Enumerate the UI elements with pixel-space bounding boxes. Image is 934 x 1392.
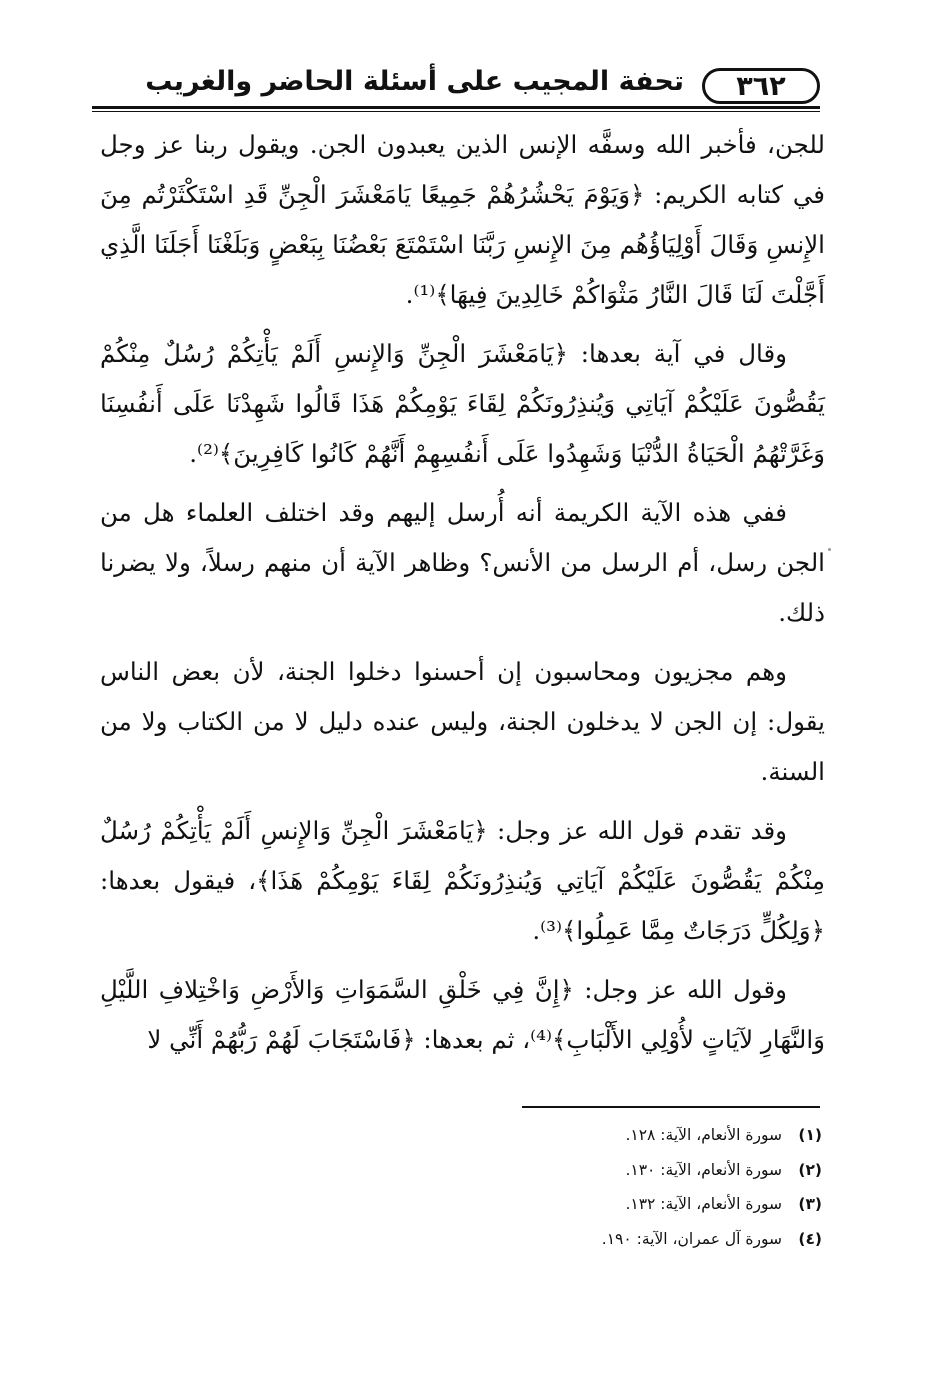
page-number: ٣٦٢ [736, 70, 786, 102]
footnote-text: سورة الأنعام، الآية: ١٣٢. [625, 1195, 782, 1213]
footnote-separator [522, 1106, 820, 1108]
footnote-text: سورة آل عمران، الآية: ١٩٠. [601, 1229, 782, 1248]
footnotes [402, 1118, 822, 1256]
paragraph: وقال في آية بعدها: ﴿يَامَعْشَرَ الْجِنِّ وَالإِنسِ أَلَمْ يَأْتِكُمْ رُسُلٌ مِنْكُمْ يَقُصُّونَ عَلَيْكُمْ آيَاتِي وَيُنذِرُونَكُمْ لِقَاءَ يَوْمِكُمْ هَذَا قَالُوا شَهِدْنَا عَلَى أَنفُسِنَا وَغَرَّتْهُمُ الْحَيَاةُ الدُّنْيَا وَشَهِدُوا عَلَى أَنفُسِهِمْ أَنَّهُمْ كَانُوا كَافِرِينَ﴾⁽²⁾. [100, 339, 825, 468]
footnote-item [402, 1153, 822, 1188]
footnote-item [402, 1222, 822, 1257]
footnote-item [402, 1118, 822, 1153]
footnote-text: سورة الأنعام، الآية: ١٢٨. [625, 1126, 782, 1144]
paragraph: وقول الله عز وجل: ﴿إِنَّ فِي خَلْقِ السَّمَوَاتِ وَالأَرْضِ وَاخْتِلافِ اللَّيْلِ وَالنَّهَارِ لآيَاتٍ لأُوْلِي الأَلْبَابِ﴾⁽⁴⁾، ثم بعدها: ﴿فَاسْتَجَابَ لَهُمْ رَبُّهُمْ أَنِّي لا [100, 975, 825, 1054]
scan-speck [828, 548, 831, 551]
footnote-number: (٣) [798, 1195, 822, 1213]
paragraph: وهم مجزيون ومحاسبون إن أحسنوا دخلوا الجنة، لأن بعض الناس يقول: إن الجن لا يدخلون الجنة، وليس عنده دليل لا من الكتاب ولا من السنة. [100, 657, 825, 786]
paragraph: وقد تقدم قول الله عز وجل: ﴿يَامَعْشَرَ الْجِنِّ وَالإِنسِ أَلَمْ يَأْتِكُمْ رُسُلٌ مِنْكُمْ يَقُصُّونَ عَلَيْكُمْ آيَاتِي وَيُنذِرُونَكُمْ لِقَاءَ يَوْمِكُمْ هَذَا﴾، فيقول بعدها: ﴿وَلِكُلٍّ دَرَجَاتٌ مِمَّا عَمِلُوا﴾⁽³⁾. [100, 816, 825, 945]
footnote-item [402, 1187, 822, 1222]
book-title: تحفة المجيب على أسئلة الحاضر والغريب [145, 66, 684, 97]
footnote-number: (٢) [798, 1160, 822, 1179]
page-number-badge [702, 68, 820, 104]
paragraph: ففي هذه الآية الكريمة أنه أُرسل إليهم وقد اختلف العلماء هل من الجن رسل، أم الرسل من الأنس؟ وظاهر الآية أن منهم رسلاً، ولا يضرنا ذلك. [100, 498, 825, 627]
footnote-number: (١) [798, 1126, 822, 1144]
paragraph: للجن، فأخبر الله وسفَّه الإنس الذين يعبدون الجن. ويقول ربنا عز وجل في كتابه الكريم: ﴿وَيَوْمَ يَحْشُرُهُمْ جَمِيعًا يَامَعْشَرَ الْجِنِّ قَدِ اسْتَكْثَرْتُم مِنَ الإِنسِ وَقَالَ أَوْلِيَاؤُهُم مِنَ الإِنسِ رَبَّنَا اسْتَمْتَعَ بَعْضُنَا بِبَعْضٍ وَبَلَغْنَا أَجَلَنَا الَّذِي أَجَّلْتَ لَنَا قَالَ النَّارُ مَثْوَاكُمْ خَالِدِينَ فِيهَا﴾⁽¹⁾. [100, 130, 825, 309]
footnote-number: (٤) [798, 1229, 822, 1248]
body-text [100, 120, 825, 1074]
page-header [92, 62, 820, 114]
header-rule [92, 106, 820, 112]
footnote-text: سورة الأنعام، الآية: ١٣٠. [625, 1160, 782, 1179]
